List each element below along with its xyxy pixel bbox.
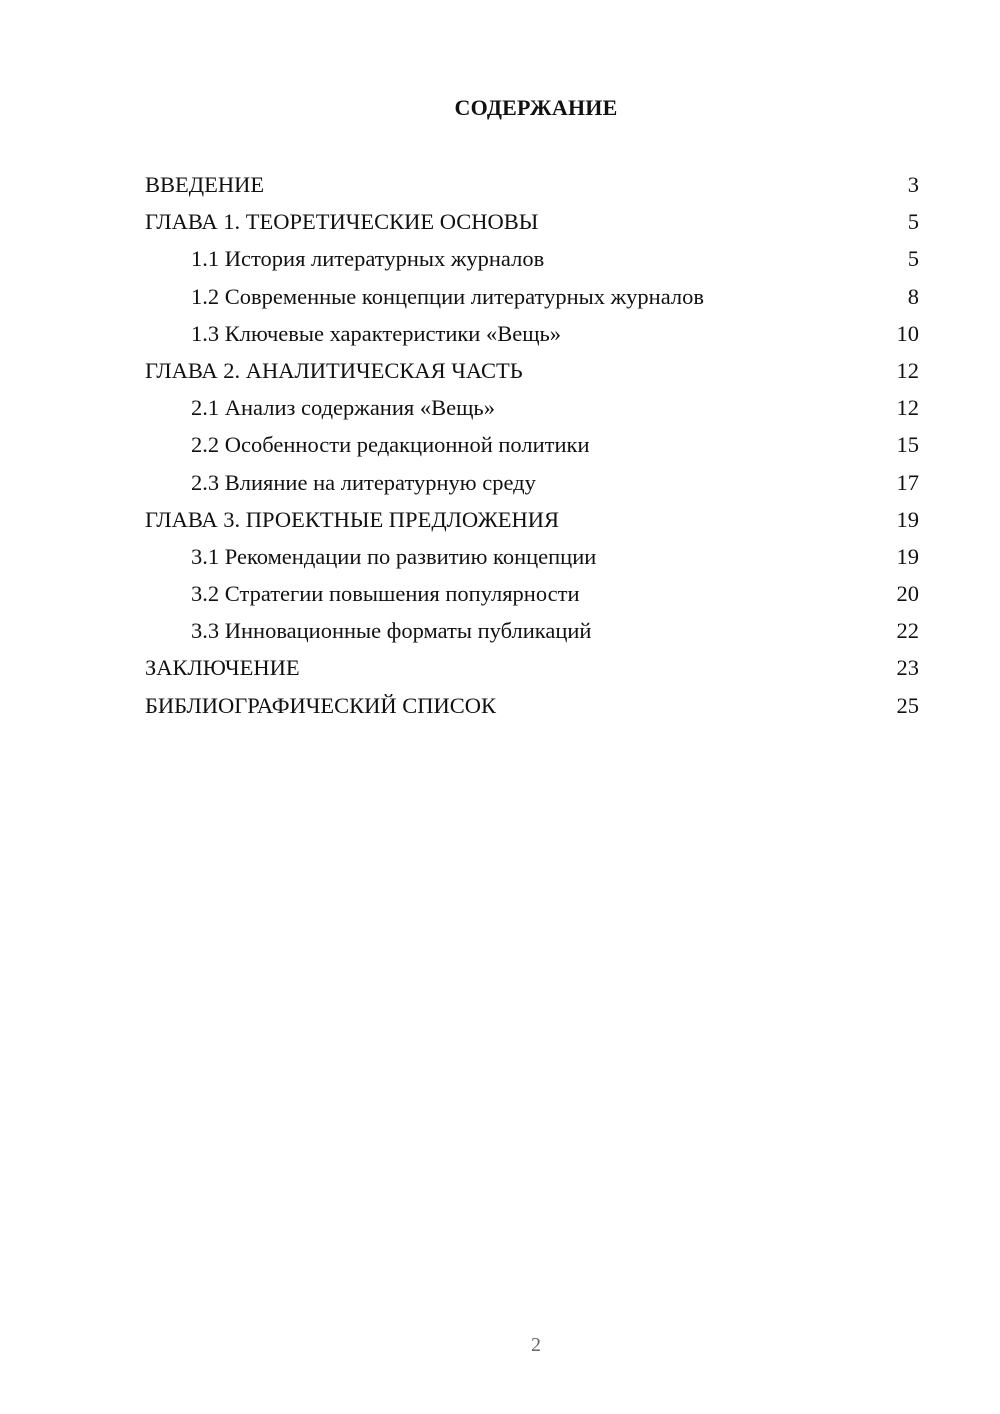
toc-entry-section-3-1[interactable] xyxy=(145,538,919,575)
toc-entry-section-3-2[interactable] xyxy=(145,575,919,612)
toc-entry-label: БИБЛИОГРАФИЧЕСКИЙ СПИСОК xyxy=(145,692,497,718)
toc-entry-label: 2.2 Особенности редакционной политики xyxy=(191,432,590,458)
toc-entry-page: 20 xyxy=(896,581,919,607)
toc-entry-page: 5 xyxy=(907,209,919,235)
toc-entry-chapter-3[interactable] xyxy=(145,501,919,538)
toc-entry-page: 19 xyxy=(896,543,919,569)
toc-entry-page: 17 xyxy=(896,469,919,495)
toc-entry-page: 5 xyxy=(907,246,919,272)
toc-entry-page: 15 xyxy=(896,432,919,458)
toc-entry-page: 12 xyxy=(896,357,919,383)
toc-entry-introduction[interactable] xyxy=(145,166,919,203)
toc-entry-section-1-3[interactable] xyxy=(145,315,919,352)
toc-entry-label: 3.2 Стратегии повышения популярности xyxy=(191,581,580,607)
page-title: СОДЕРЖАНИЕ xyxy=(454,95,618,120)
page-number: 2 xyxy=(531,1334,541,1356)
toc-entry-section-1-1[interactable] xyxy=(145,240,919,277)
toc-entry-page: 10 xyxy=(896,320,919,346)
toc-entry-section-1-2[interactable] xyxy=(145,278,919,315)
toc-entry-page: 8 xyxy=(907,283,919,309)
toc-entry-label: 1.3 Ключевые характеристики «Вещь» xyxy=(191,320,562,346)
toc-entry-label: ГЛАВА 3. ПРОЕКТНЫЕ ПРЕДЛОЖЕНИЯ xyxy=(145,506,560,532)
toc-entry-label: 3.1 Рекомендации по развитию концепции xyxy=(191,543,597,569)
toc-entry-section-3-3[interactable] xyxy=(145,612,919,649)
toc-entry-label: ЗАКЛЮЧЕНИЕ xyxy=(145,655,300,681)
toc-entry-page: 3 xyxy=(907,172,919,197)
toc-entry-conclusion[interactable] xyxy=(145,649,919,686)
toc-entry-label: 1.2 Современные концепции литературных журналов xyxy=(191,283,704,309)
toc-entry-label: 2.3 Влияние на литературную среду xyxy=(191,469,536,495)
toc-entry-label: ВВЕДЕНИЕ xyxy=(145,172,265,197)
toc-entry-bibliography[interactable] xyxy=(145,687,919,724)
toc-entry-page: 23 xyxy=(896,655,919,681)
table-of-contents xyxy=(145,166,919,724)
toc-entry-section-2-3[interactable] xyxy=(145,464,919,501)
toc-entry-label: ГЛАВА 1. ТЕОРЕТИЧЕСКИЕ ОСНОВЫ xyxy=(145,209,539,235)
toc-entry-section-2-2[interactable] xyxy=(145,426,919,463)
toc-entry-chapter-2[interactable] xyxy=(145,352,919,389)
toc-entry-label: 3.3 Инновационные форматы публикаций xyxy=(191,618,592,644)
toc-entry-label: ГЛАВА 2. АНАЛИТИЧЕСКАЯ ЧАСТЬ xyxy=(145,357,523,383)
toc-entry-section-2-1[interactable] xyxy=(145,389,919,426)
toc-entry-chapter-1[interactable] xyxy=(145,203,919,240)
toc-entry-page: 19 xyxy=(896,506,919,532)
toc-entry-page: 12 xyxy=(896,395,919,421)
toc-entry-page: 22 xyxy=(896,618,919,644)
toc-entry-page: 25 xyxy=(896,692,919,718)
toc-entry-label: 1.1 История литературных журналов xyxy=(191,246,545,272)
toc-entry-label: 2.1 Анализ содержания «Вещь» xyxy=(191,395,495,421)
